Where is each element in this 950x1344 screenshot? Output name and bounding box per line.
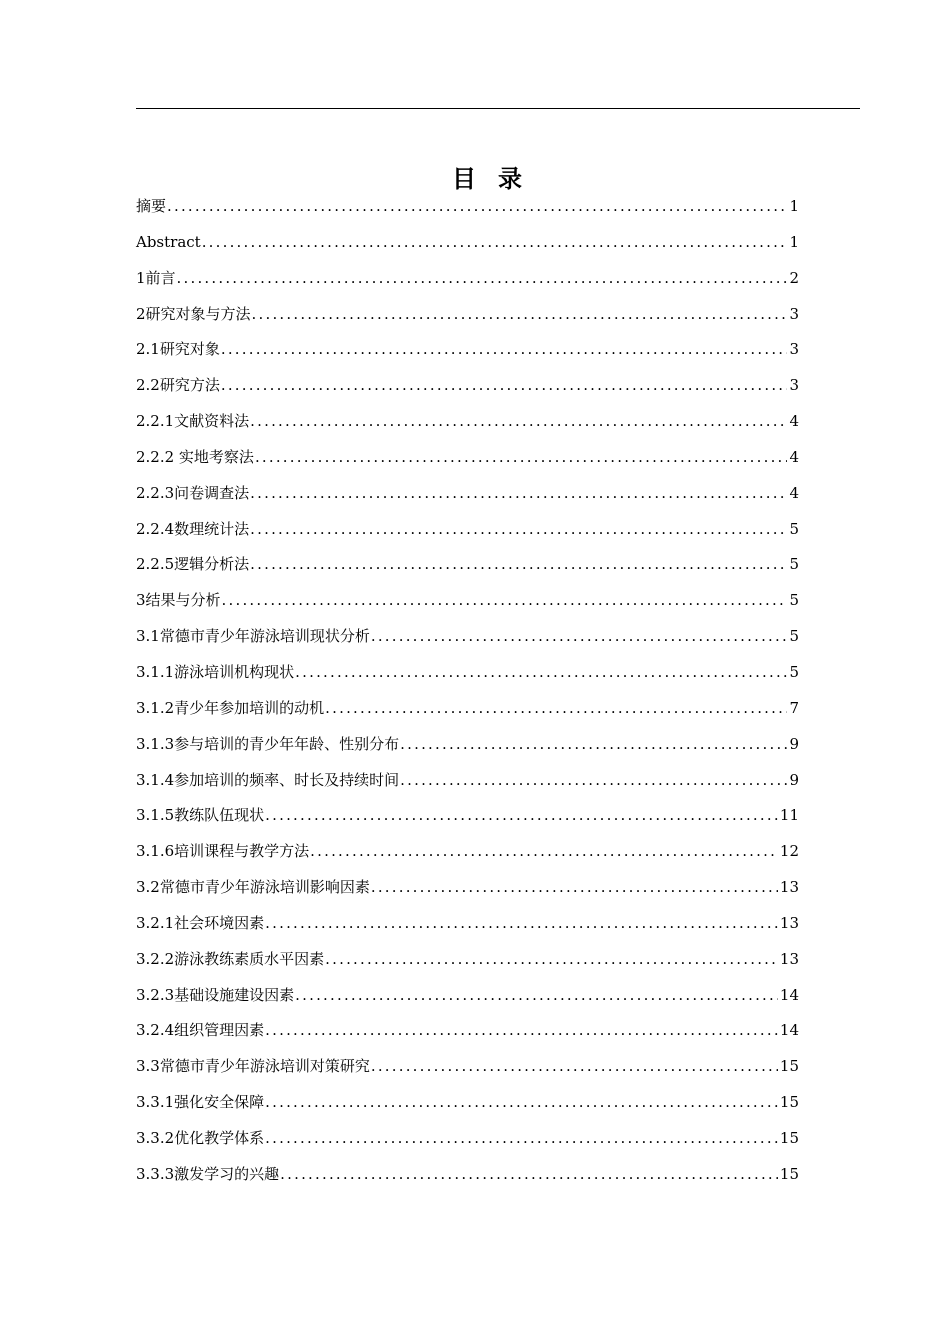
toc-entry[interactable] bbox=[136, 655, 799, 691]
toc-entry-page-number: 9 bbox=[789, 734, 799, 753]
dot-leader bbox=[371, 619, 788, 655]
toc-entry-page-number: 4 bbox=[789, 447, 799, 466]
dot-leader bbox=[265, 906, 778, 942]
toc-entry-label: 3.2常德市青少年游泳培训影响因素 bbox=[136, 878, 370, 897]
toc-entry[interactable] bbox=[136, 297, 799, 333]
dot-leader bbox=[255, 440, 788, 476]
dot-leader bbox=[371, 870, 778, 906]
toc-entry-label: 3.1.3参与培训的青少年年龄、性别分布 bbox=[136, 734, 400, 753]
toc-entry[interactable] bbox=[136, 727, 799, 763]
toc-entry-label: 2.1研究对象 bbox=[136, 340, 220, 359]
toc-entry-page-number: 14 bbox=[779, 1021, 799, 1040]
toc-entry-label: 3.3.3激发学习的兴趣 bbox=[136, 1164, 280, 1183]
toc-entry-page-number: 14 bbox=[779, 985, 799, 1004]
dot-leader bbox=[250, 547, 787, 583]
dot-leader bbox=[265, 798, 778, 834]
toc-entry[interactable] bbox=[136, 476, 799, 512]
dot-leader bbox=[280, 1157, 778, 1193]
toc-entry[interactable] bbox=[136, 1013, 799, 1049]
toc-entry-page-number: 5 bbox=[789, 627, 799, 646]
toc-entry-label: 2研究对象与方法 bbox=[136, 304, 251, 323]
toc-entry-label: 1前言 bbox=[136, 268, 176, 287]
toc-entry-page-number: 12 bbox=[779, 842, 799, 861]
toc-entry[interactable] bbox=[136, 512, 799, 548]
toc-entry-page-number: 15 bbox=[779, 1093, 799, 1112]
toc-entry-page-number: 3 bbox=[789, 376, 799, 395]
toc-entry[interactable] bbox=[136, 691, 799, 727]
dot-leader bbox=[265, 1085, 778, 1121]
toc-entry-label: 2.2.3问卷调查法 bbox=[136, 483, 250, 502]
toc-entry-page-number: 4 bbox=[789, 412, 799, 431]
toc-entry[interactable] bbox=[136, 189, 799, 225]
dot-leader bbox=[221, 332, 788, 368]
toc-entry-page-number: 15 bbox=[779, 1128, 799, 1147]
dot-leader bbox=[400, 727, 787, 763]
toc-entry-page-number: 4 bbox=[789, 483, 799, 502]
toc-entry-page-number: 5 bbox=[789, 519, 799, 538]
toc-entry-page-number: 9 bbox=[789, 770, 799, 789]
toc-entry[interactable] bbox=[136, 1049, 799, 1085]
dot-leader bbox=[325, 691, 787, 727]
toc-entry-label: 2.2.1文献资料法 bbox=[136, 412, 250, 431]
dot-leader bbox=[400, 763, 787, 799]
dot-leader bbox=[250, 512, 787, 548]
toc-entry-page-number: 15 bbox=[779, 1057, 799, 1076]
toc-entry-page-number: 3 bbox=[789, 304, 799, 323]
dot-leader bbox=[177, 261, 788, 297]
toc-entry-label: 3.3.1强化安全保障 bbox=[136, 1093, 265, 1112]
toc-entry[interactable] bbox=[136, 583, 799, 619]
toc-entry[interactable] bbox=[136, 619, 799, 655]
toc-entry-page-number: 5 bbox=[789, 555, 799, 574]
toc-entry[interactable] bbox=[136, 547, 799, 583]
dot-leader bbox=[222, 583, 788, 619]
toc-entry-page-number: 15 bbox=[779, 1164, 799, 1183]
toc-entry-label: 3.2.4组织管理因素 bbox=[136, 1021, 265, 1040]
header-rule bbox=[136, 108, 860, 109]
dot-leader bbox=[295, 978, 778, 1014]
dot-leader bbox=[250, 476, 787, 512]
toc-entry[interactable] bbox=[136, 332, 799, 368]
toc-entry[interactable] bbox=[136, 261, 799, 297]
toc-entry-label: 2.2.2 实地考察法 bbox=[136, 447, 254, 466]
toc-entry-label: 3.3常德市青少年游泳培训对策研究 bbox=[136, 1057, 370, 1076]
toc-entry-label: 摘要 bbox=[136, 197, 167, 215]
toc-entry-page-number: 13 bbox=[779, 878, 799, 897]
toc-entry-label: 3.2.1社会环境因素 bbox=[136, 913, 265, 932]
toc-entry[interactable] bbox=[136, 834, 799, 870]
toc-title: 目录 bbox=[452, 165, 544, 194]
toc-entry[interactable] bbox=[136, 368, 799, 404]
toc-entry[interactable] bbox=[136, 870, 799, 906]
toc-entry[interactable] bbox=[136, 440, 799, 476]
toc-entry-page-number: 7 bbox=[789, 698, 799, 717]
toc-entry-label: 2.2研究方法 bbox=[136, 376, 220, 395]
toc-entry-page-number: 2 bbox=[789, 268, 799, 287]
toc-entry-page-number: 5 bbox=[789, 662, 799, 681]
dot-leader bbox=[167, 189, 787, 225]
dot-leader bbox=[250, 404, 787, 440]
toc-entry-label: Abstract bbox=[136, 232, 201, 251]
toc-entry[interactable] bbox=[136, 942, 799, 978]
toc-entry-label: 3.1.6培训课程与教学方法 bbox=[136, 842, 310, 861]
toc-entry[interactable] bbox=[136, 404, 799, 440]
dot-leader bbox=[265, 1121, 778, 1157]
toc-entry-page-number: 1 bbox=[789, 232, 799, 251]
dot-leader bbox=[325, 942, 778, 978]
toc-entry[interactable] bbox=[136, 225, 799, 261]
toc-entry-page-number: 13 bbox=[779, 949, 799, 968]
toc-entry[interactable] bbox=[136, 1085, 799, 1121]
toc-entry-page-number: 1 bbox=[789, 197, 799, 215]
toc-entry-label: 3.1常德市青少年游泳培训现状分析 bbox=[136, 627, 370, 646]
dot-leader bbox=[221, 368, 788, 404]
toc-entry[interactable] bbox=[136, 1157, 799, 1193]
toc-entry-label: 3.3.2优化教学体系 bbox=[136, 1128, 265, 1147]
toc-entry[interactable] bbox=[136, 763, 799, 799]
toc-entry-label: 3.1.4参加培训的频率、时长及持续时间 bbox=[136, 770, 400, 789]
toc-entry[interactable] bbox=[136, 978, 799, 1014]
toc-entry-label: 3.2.2游泳教练素质水平因素 bbox=[136, 949, 325, 968]
toc-entry[interactable] bbox=[136, 906, 799, 942]
dot-leader bbox=[252, 297, 788, 333]
toc-entry-label: 3.1.5教练队伍现状 bbox=[136, 806, 265, 825]
toc-entry-label: 3.1.2青少年参加培训的动机 bbox=[136, 698, 325, 717]
dot-leader bbox=[265, 1013, 778, 1049]
toc-entry-page-number: 5 bbox=[789, 591, 799, 610]
toc-entry-page-number: 3 bbox=[789, 340, 799, 359]
toc-entry-page-number: 11 bbox=[779, 806, 799, 825]
toc-entry[interactable] bbox=[136, 798, 799, 834]
dot-leader bbox=[202, 225, 788, 261]
toc-entry-label: 3结果与分析 bbox=[136, 591, 221, 610]
toc-entry-page-number: 13 bbox=[779, 913, 799, 932]
toc-entry-label: 3.1.1游泳培训机构现状 bbox=[136, 662, 295, 681]
dot-leader bbox=[371, 1049, 778, 1085]
dot-leader bbox=[295, 655, 787, 691]
toc-entry-label: 3.2.3基础设施建设因素 bbox=[136, 985, 295, 1004]
table-of-contents bbox=[136, 189, 799, 1193]
toc-entry-label: 2.2.5逻辑分析法 bbox=[136, 555, 250, 574]
dot-leader bbox=[310, 834, 778, 870]
toc-entry-label: 2.2.4数理统计法 bbox=[136, 519, 250, 538]
toc-entry[interactable] bbox=[136, 1121, 799, 1157]
